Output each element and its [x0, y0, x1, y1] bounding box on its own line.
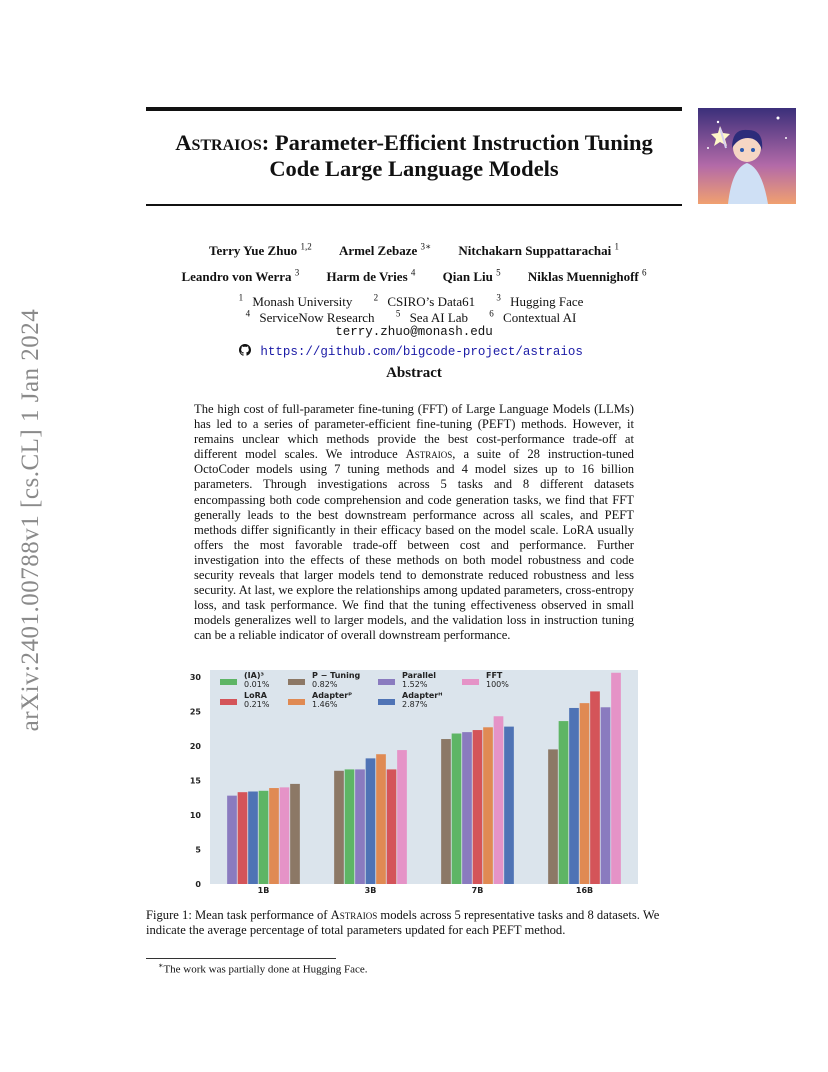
y-tick-label: 25	[189, 707, 201, 717]
figure-caption: Figure 1: Mean task performance of Astraios models across 5 representative tasks and 8 datasets. We indicate the average percentage of total parameters updated for each PEFT method.	[146, 908, 660, 937]
legend-swatch	[220, 679, 237, 685]
bar	[366, 758, 376, 884]
bar	[238, 792, 248, 884]
bar	[559, 721, 569, 884]
bar	[590, 691, 600, 884]
x-tick-label: 1B	[257, 886, 270, 895]
legend-swatch	[288, 699, 305, 705]
legend-label: FFT	[486, 671, 503, 680]
title-name: Astraios	[175, 130, 262, 155]
legend-swatch	[378, 699, 395, 705]
affiliation: $^3$ Hugging Face	[496, 293, 584, 310]
legend-percent: 0.01%	[244, 680, 270, 689]
y-tick-label: 10	[189, 810, 201, 820]
x-tick-label: 3B	[364, 886, 377, 895]
legend-percent: 1.46%	[312, 700, 338, 709]
author: Terry Yue Zhuo $^{1,2}$	[209, 242, 312, 259]
bar	[387, 769, 397, 884]
legend-percent: 1.52%	[402, 680, 428, 689]
abstract-heading: Abstract	[386, 365, 442, 381]
x-tick-label: 16B	[575, 886, 594, 895]
legend-label: LoRA	[244, 691, 267, 700]
legend-label: P − Tuning	[312, 671, 361, 680]
legend-swatch	[288, 679, 305, 685]
bar	[290, 784, 300, 884]
authors-row-2	[130, 268, 698, 285]
bar	[483, 727, 493, 884]
affiliation: $^2$ CSIRO’s Data61	[373, 293, 476, 310]
authors-row-1	[130, 242, 698, 259]
github-link-row[interactable]	[130, 343, 698, 359]
legend-swatch	[220, 699, 237, 705]
bar	[580, 703, 590, 884]
bar	[473, 730, 483, 884]
bar	[280, 787, 290, 884]
author: Armel Zebaze $^{3∗}$	[338, 242, 432, 259]
legend-label: Parallel	[402, 671, 437, 680]
legend-swatch	[378, 679, 395, 685]
arxiv-id: arXiv:2401.00788v1 [cs.CL] 1 Jan 2024	[17, 308, 44, 732]
contact-email[interactable]: terry.zhuo@monash.edu	[335, 325, 493, 339]
astraios-mascot-image	[698, 108, 796, 204]
title-line2: Code Large Language Models	[269, 156, 559, 181]
affiliation: $^4$ ServiceNow Research	[245, 309, 375, 326]
github-icon	[239, 344, 251, 356]
bar	[248, 791, 258, 884]
y-tick-label: 15	[189, 776, 201, 786]
abstract-body: The high cost of full-parameter fine-tuning (FFT) of Large Language Models (LLMs) has led to a series of parameter-efficient fine-tuning (PEFT) methods. However, it remains unclear which methods provide the best cost-performance trade-off at different model scales. We introduce Astraios, a suite of 28 instruction-tuned OctoCoder models using 7 tuning methods and 4 model sizes up to 16 billion parameters. Through investigations across 5 tasks and 8 different datasets encompassing both code comprehension and code generation tasks, we find that FFT generally leads to the best downstream performance across all scales, and PEFT methods differ significantly in their efficacy based on the model scale. LoRA usually offers the most favorable trade-off between cost and performance. Further investigation into the effects of these methods on both model robustness and code security reveals that larger models tend to demonstrate reduced robustness and less security. At last, we explore the relationships among updated parameters, cross-entropy loss, and task performance. We find that the tuning effectiveness observed in small models generalizes well to larger models, and the validation loss in instruction tuning can be a reliable indicator of overall downstream performance.	[194, 402, 634, 643]
bar	[397, 750, 407, 884]
x-tick-label: 7B	[471, 886, 484, 895]
affiliation: $^5$ Sea AI Lab	[395, 309, 469, 326]
author: Qian Liu $^5$	[442, 268, 501, 285]
legend-percent: 2.87%	[402, 700, 428, 709]
title-top-rule	[146, 107, 682, 111]
legend-label: Adapterᴴ	[402, 691, 443, 700]
y-tick-label: 5	[195, 845, 201, 855]
author: Niklas Muennighoff $^6$	[527, 268, 647, 285]
arxiv-sidebar-stamp	[16, 300, 46, 740]
bar	[345, 769, 355, 884]
y-tick-label: 0	[195, 880, 201, 889]
legend-label: (IA)³	[244, 671, 264, 680]
legend-percent: 100%	[486, 680, 509, 689]
author: Nitchakarn Suppattarachai $^1$	[458, 242, 619, 259]
bar	[494, 716, 504, 884]
bar	[441, 739, 451, 884]
bar	[259, 791, 269, 884]
mean-performance-bar-chart	[189, 668, 640, 895]
footnote: ∗The work was partially done at Hugging Face.	[158, 961, 368, 976]
github-link[interactable]: https://github.com/bigcode-project/astraios	[260, 345, 583, 359]
bar	[355, 769, 365, 884]
legend-percent: 0.21%	[244, 700, 270, 709]
bar	[504, 727, 514, 884]
bar	[452, 734, 462, 884]
y-tick-label: 20	[189, 741, 201, 751]
bar	[601, 707, 611, 884]
affiliation: $^1$ Monash University	[238, 293, 353, 310]
paper-title	[146, 130, 682, 182]
legend-label: Adapterᴾ	[312, 691, 352, 700]
bar	[334, 771, 344, 884]
affiliation: $^6$ Contextual AI	[489, 309, 577, 326]
bar	[462, 732, 472, 884]
author: Harm de Vries $^4$	[326, 268, 416, 285]
title-bottom-rule	[146, 204, 682, 206]
legend-percent: 0.82%	[312, 680, 338, 689]
footnote-rule	[146, 958, 336, 959]
bar	[548, 749, 558, 884]
y-tick-label: 30	[189, 672, 201, 682]
affiliations-row-1	[130, 293, 698, 310]
legend-swatch	[462, 679, 479, 685]
affiliations-row-2	[130, 309, 698, 326]
bar	[227, 796, 237, 884]
bar	[376, 754, 386, 884]
bar	[569, 708, 579, 884]
bar	[611, 673, 621, 884]
author: Leandro von Werra $^3$	[181, 268, 300, 285]
title-line1: : Parameter-Efficient Instruction Tuning	[261, 130, 653, 155]
bar	[269, 788, 279, 884]
